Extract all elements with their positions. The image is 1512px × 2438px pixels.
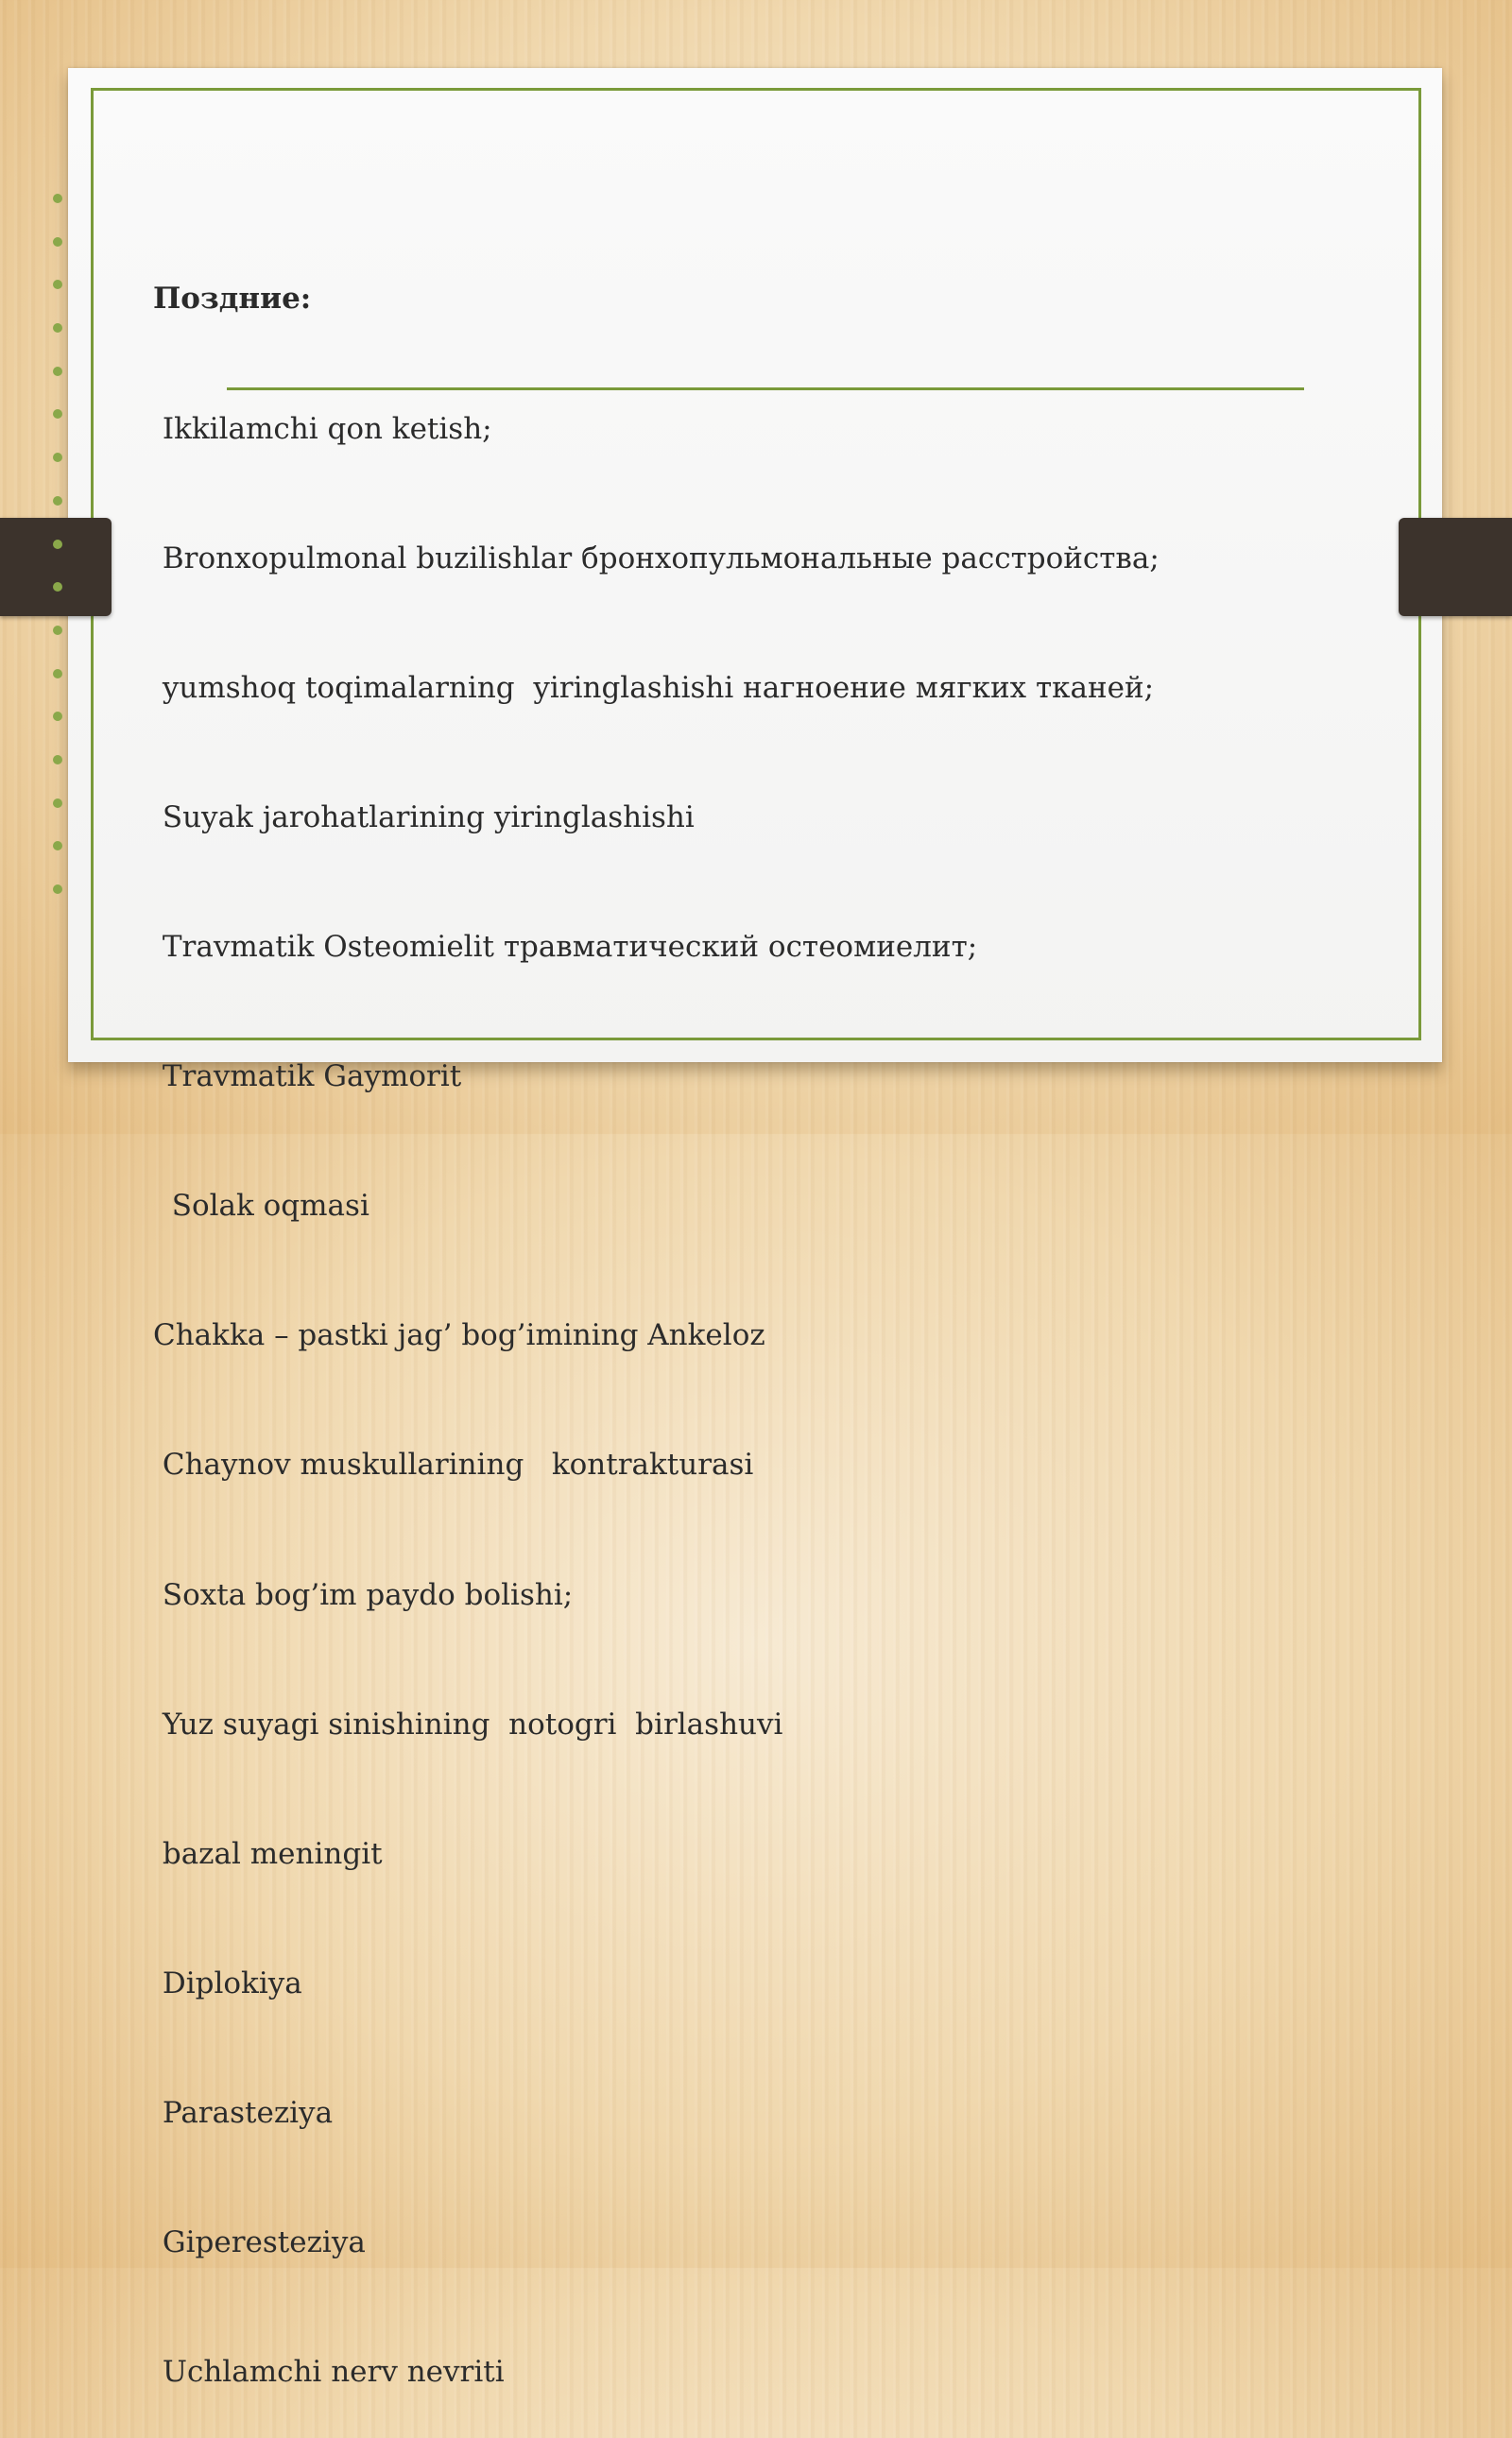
list-item: Parasteziya xyxy=(153,2095,334,2130)
list-item: Travmatik Osteomielit травматический остеомиелит; xyxy=(153,929,978,964)
bullet-icon xyxy=(53,367,62,376)
list-item: Ikkilamchi qon ketish; xyxy=(153,411,492,446)
horizontal-rule xyxy=(227,387,1304,390)
bullet-icon xyxy=(53,409,62,419)
list-item: yumshoq toqimalarning yiringlashishi нагноение мягких тканей; xyxy=(153,670,1155,705)
list-item: bazal meningit xyxy=(153,1836,383,1871)
bullet-icon xyxy=(53,798,62,808)
bullet-icon xyxy=(53,323,62,333)
bullet-icon xyxy=(53,582,62,592)
list-item: Chakka – pastki jag’ bog’imining Ankeloz xyxy=(153,1318,765,1353)
slide-content-list xyxy=(153,192,1160,2438)
slide-heading: Поздние: xyxy=(153,282,312,317)
list-item: Solak oqmasi xyxy=(153,1189,369,1224)
list-item: Soxta bog’im paydo bolishi; xyxy=(153,1577,574,1612)
bullet-icon xyxy=(53,540,62,549)
list-item: Suyak jarohatlarining yiringlashishi xyxy=(153,799,695,834)
list-item: Travmatik Gaymorit xyxy=(153,1059,462,1094)
bullet-icon xyxy=(53,237,62,247)
list-item: Giperesteziya xyxy=(153,2225,366,2260)
bullet-icon xyxy=(53,841,62,850)
bullet-icon xyxy=(53,669,62,678)
bullet-icon xyxy=(53,194,62,203)
bullet-icon xyxy=(53,712,62,721)
bullet-icon xyxy=(53,453,62,462)
bullet-icon xyxy=(53,755,62,764)
list-item: Diplokiya xyxy=(153,1966,302,2000)
bullet-icon xyxy=(53,280,62,289)
right-binder-strap xyxy=(1399,518,1512,616)
list-item: Yuz suyagi sinishining notogri birlashuvi xyxy=(153,1707,783,1742)
list-item: Chaynov muskullarining kontrakturasi xyxy=(153,1448,754,1483)
list-item: Uchlamchi nerv nevriti xyxy=(153,2355,505,2390)
bullet-markers xyxy=(53,194,62,928)
bullet-icon xyxy=(53,496,62,506)
bullet-icon xyxy=(53,626,62,635)
list-item: Bronxopulmonal buzilishlar бронхопульмональные расстройства; xyxy=(153,541,1160,575)
bullet-icon xyxy=(53,884,62,894)
